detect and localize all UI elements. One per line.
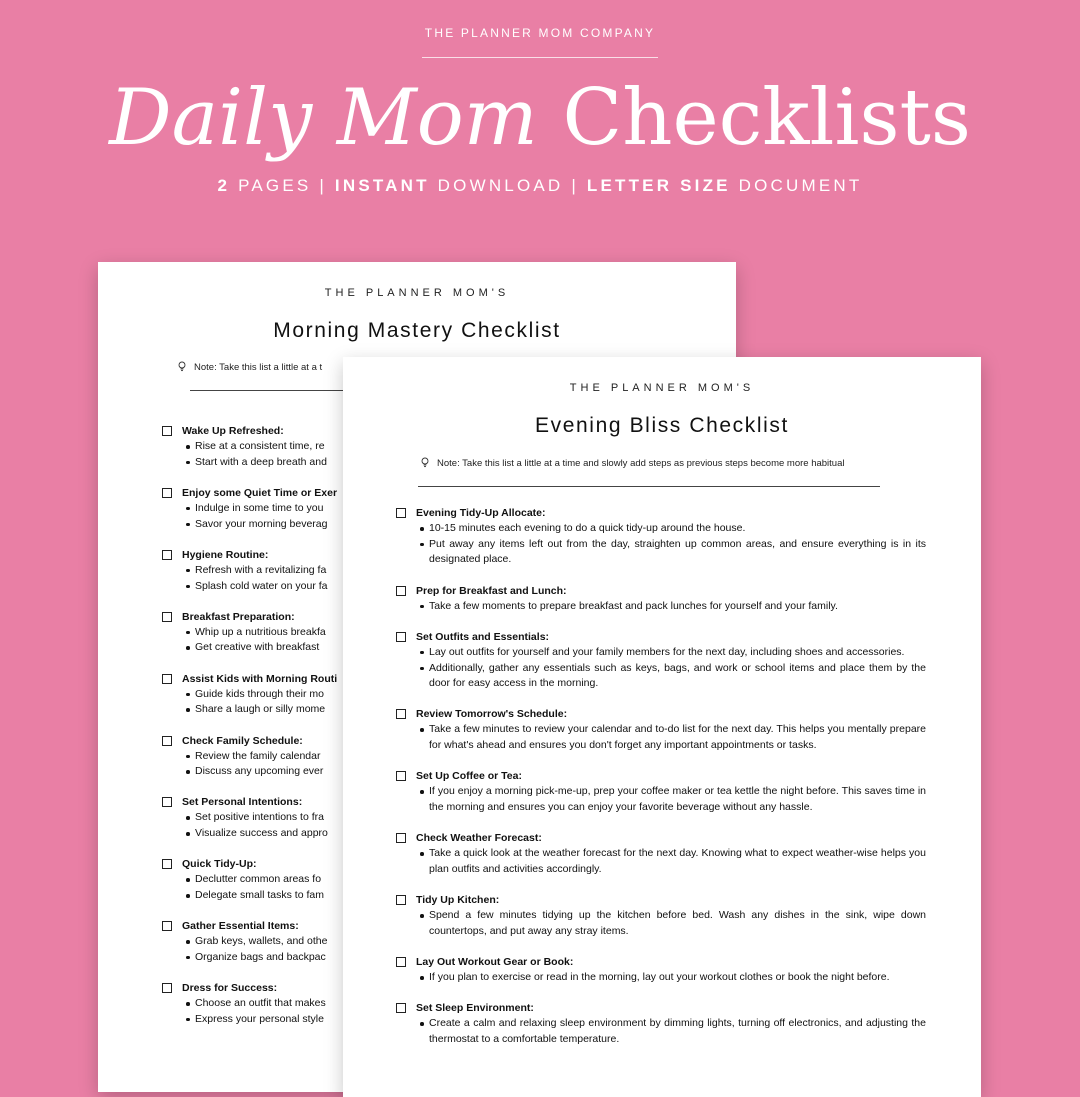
bullet-point: Delegate small tasks to fam [182, 888, 722, 904]
bullet-point: Splash cold water on your fa [182, 579, 722, 595]
checkbox[interactable] [396, 632, 406, 642]
checklist-item-title: Hygiene Routine: [182, 548, 269, 561]
bullet-point: Rise at a consistent time, re [182, 439, 722, 455]
checklist-item-title: Review Tomorrow's Schedule: [416, 708, 568, 721]
checkbox[interactable] [396, 508, 406, 518]
checklist-item-title: Wake Up Refreshed: [182, 425, 284, 437]
subtitle-instant: INSTANT [334, 176, 430, 195]
bullet-point: Get creative with breakfast [182, 640, 722, 656]
evening-checklist-item [396, 630, 926, 692]
bullet-point: Whip up a nutritious breakfa [182, 625, 722, 641]
evening-checklist-page [343, 357, 981, 1097]
checkbox[interactable] [162, 488, 172, 498]
checklist-item-title: Quick Tidy-Up: [182, 858, 257, 871]
checklist-item-title: Set Up Coffee or Tea: [416, 770, 522, 783]
checkbox[interactable] [396, 709, 406, 719]
product-title [0, 70, 1080, 166]
checklist-item-title: Lay Out Workout Gear or Book: [416, 956, 574, 969]
bullet-point: Organize bags and backpac [182, 950, 722, 966]
evening-checklist-item [396, 893, 926, 939]
checkbox[interactable] [162, 983, 172, 993]
checklist-item-title: Enjoy some Quiet Time or Exer [182, 486, 338, 499]
checklist-item-bullets [416, 599, 926, 615]
checklist-item-bullets [416, 784, 926, 815]
lightbulb-icon [176, 360, 188, 372]
subtitle-sep-1: | [319, 176, 327, 195]
bullet-point: Savor your morning beverag [182, 517, 722, 533]
checklist-item-bullets [416, 908, 926, 939]
bullet-point: 10-15 minutes each evening to do a quick tidy-up around the house. [416, 521, 926, 537]
checkbox[interactable] [396, 771, 406, 781]
subtitle-document: DOCUMENT [738, 176, 863, 195]
bullet-point: Take a few minutes to review your calendar and to-do list for the next day. This helps you mentally prepare for what's ahead and ensures you don't forget any important appointments or tasks. [416, 722, 926, 753]
bullet-point: Grab keys, wallets, and othe [182, 934, 722, 950]
checklist-item-title: Prep for Breakfast and Lunch: [416, 584, 567, 597]
bullet-point: Share a laugh or silly mome [182, 702, 722, 718]
checklist-item-title: Set Outfits and Essentials: [416, 630, 550, 643]
bullet-point: Take a few moments to prepare breakfast and pack lunches for yourself and your family. [416, 599, 926, 615]
checkbox[interactable] [162, 736, 172, 746]
evening-note-text: Note: Take this list a little at a time and slowly add steps as previous steps become more habitual [437, 458, 845, 469]
checkbox[interactable] [396, 586, 406, 596]
title-rest: Checklists [562, 73, 971, 163]
title-italic: Daily Mom [109, 73, 538, 163]
checklist-item-bullets [416, 846, 926, 877]
bullet-point: Spend a few minutes tidying up the kitchen before bed. Wash any dishes in the sink, wipe down countertops, and put away any stray items. [416, 908, 926, 939]
evening-note-divider [418, 486, 880, 487]
checklist-item-title: Breakfast Preparation: [182, 610, 295, 623]
brand-divider [422, 57, 658, 58]
bullet-point: Additionally, gather any essentials such as keys, bags, and work or school items and place them by the door for easy access in the morning. [416, 661, 926, 692]
morning-page-brand: THE PLANNER MOM'S [324, 287, 510, 299]
bullet-point: Indulge in some time to you [182, 501, 722, 517]
company-brand: THE PLANNER MOM COMPANY [424, 26, 656, 40]
subtitle-download: DOWNLOAD [437, 176, 564, 195]
checkbox[interactable] [162, 550, 172, 560]
checklist-item-bullets [416, 1016, 926, 1047]
evening-checklist-item [396, 955, 926, 986]
checklist-item-bullets [416, 645, 926, 692]
checklist-item-title: Evening Tidy-Up Allocate: [416, 507, 546, 519]
product-subtitle [0, 176, 1080, 196]
bullet-point: Review the family calendar [182, 749, 722, 765]
bullet-point: If you plan to exercise or read in the morning, lay out your workout clothes or book the night before. [416, 970, 926, 986]
lightbulb-icon [419, 456, 431, 468]
checkbox[interactable] [162, 921, 172, 931]
bullet-point: If you enjoy a morning pick-me-up, prep your coffee maker or tea kettle the night before. This saves time in the morning and ensures you can enjoy your favorite beverage without any hassle. [416, 784, 926, 815]
checklist-item-bullets [416, 521, 926, 568]
bullet-point: Declutter common areas fo [182, 872, 722, 888]
checkbox[interactable] [162, 612, 172, 622]
bullet-point: Refresh with a revitalizing fa [182, 563, 722, 579]
evening-page-brand: THE PLANNER MOM'S [569, 382, 755, 394]
checklist-item-title: Gather Essential Items: [182, 920, 299, 933]
morning-note [176, 360, 322, 373]
checklist-item-title: Check Weather Forecast: [416, 832, 542, 845]
bullet-point: Set positive intentions to fra [182, 810, 722, 826]
bullet-point: Discuss any upcoming ever [182, 764, 722, 780]
bullet-point: Lay out outfits for yourself and your family members for the next day, including shoes and accessories. [416, 645, 926, 661]
bullet-point: Express your personal style [182, 1012, 722, 1028]
checkbox[interactable] [396, 895, 406, 905]
evening-note [419, 456, 844, 469]
morning-page-title: Morning Mastery Checklist [273, 319, 561, 342]
checklist-item-title: Check Family Schedule: [182, 734, 303, 747]
evening-checklist-item [396, 707, 926, 753]
evening-checklist-item [396, 584, 926, 615]
morning-note-text: Note: Take this list a little at a t [194, 362, 323, 373]
evening-checklist [396, 506, 926, 1063]
subtitle-letter-size: LETTER SIZE [586, 176, 731, 195]
checklist-item-bullets [416, 970, 926, 986]
subtitle-sep-2: | [571, 176, 579, 195]
bullet-point: Choose an outfit that makes [182, 996, 722, 1012]
checkbox[interactable] [396, 833, 406, 843]
checklist-item-title: Set Sleep Environment: [416, 1002, 534, 1015]
bullet-point: Take a quick look at the weather forecast for the next day. Knowing what to expect weather-wise helps you plan outfits and activities accordingly. [416, 846, 926, 877]
checklist-item-title: Tidy Up Kitchen: [416, 894, 500, 907]
evening-checklist-item [396, 831, 926, 877]
checklist-item-title: Assist Kids with Morning Routi [182, 672, 338, 685]
checklist-item-title: Dress for Success: [182, 982, 278, 995]
evening-checklist-item [396, 769, 926, 815]
subtitle-pages-label: PAGES [238, 176, 312, 195]
checkbox[interactable] [162, 859, 172, 869]
bullet-point: Visualize success and appro [182, 826, 722, 842]
evening-checklist-item [396, 506, 926, 568]
bullet-point: Create a calm and relaxing sleep environment by dimming lights, turning off electronics, and adjusting the thermostat to a comfortable temperature. [416, 1016, 926, 1047]
checkbox[interactable] [162, 797, 172, 807]
checkbox[interactable] [396, 1003, 406, 1013]
bullet-point: Put away any items left out from the day, straighten up common areas, and ensure everything is in its designated place. [416, 537, 926, 568]
checklist-item-bullets [416, 722, 926, 753]
checkbox[interactable] [396, 957, 406, 967]
checkbox[interactable] [162, 674, 172, 684]
bullet-point: Guide kids through their mo [182, 687, 722, 703]
checklist-item-title: Set Personal Intentions: [182, 796, 303, 809]
evening-checklist-item [396, 1001, 926, 1047]
evening-page-title: Evening Bliss Checklist [535, 414, 789, 437]
bullet-point: Start with a deep breath and [182, 455, 722, 471]
checkbox[interactable] [162, 426, 172, 436]
subtitle-pages-num: 2 [217, 176, 231, 195]
